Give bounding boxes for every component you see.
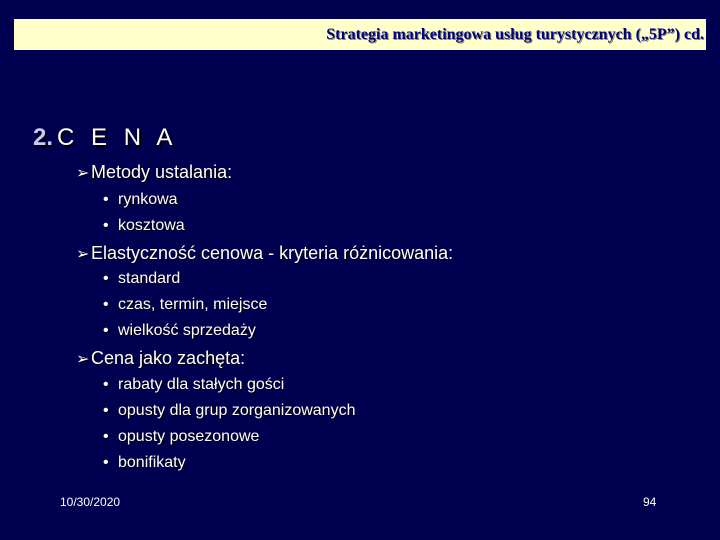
list-item-text: opusty dla grup zorganizowanych [118,402,356,419]
list-item-text: rabaty dla stałych gości [118,376,285,393]
group-elasticity [76,243,453,264]
arrow-bullet-icon: ➢ [76,165,90,182]
bullet-icon: • [103,428,109,445]
list-item-text: wielkość sprzedaży [118,322,256,339]
group-incentive [76,348,245,369]
bullet-icon: • [103,217,109,234]
arrow-bullet-icon: ➢ [76,246,90,263]
bullet-icon: • [103,191,109,208]
list-item-text: bonifikaty [118,454,186,471]
group-label: Cena jako zachęta: [91,348,246,368]
list-item-text: standard [118,270,181,287]
list-item [103,296,267,314]
list-item [103,402,355,420]
list-item-text: kosztowa [118,217,185,234]
arrow-bullet-icon: ➢ [76,351,90,368]
list-item [103,454,186,472]
list-item [103,217,185,235]
list-item-text: opusty posezonowe [118,428,260,445]
list-item [103,376,284,394]
list-item [103,191,178,209]
slide-title: Strategia marketingowa usług turystycznych („5P”) cd. [326,26,704,43]
bullet-icon: • [103,322,109,339]
list-item [103,428,259,446]
bullet-icon: • [103,402,109,419]
title-bar [14,19,706,50]
group-label: Metody ustalania: [91,162,233,182]
list-item-text: rynkowa [118,191,178,208]
bullet-icon: • [103,376,109,393]
list-item [103,270,180,288]
section-number: 2. [33,124,54,151]
section-heading [33,124,177,152]
group-methods [76,162,232,183]
page-number: 94 [643,495,657,509]
bullet-icon: • [103,296,109,313]
bullet-icon: • [103,454,109,471]
list-item [103,322,256,340]
list-item-text: czas, termin, miejsce [118,296,268,313]
bullet-icon: • [103,270,109,287]
footer-date: 10/30/2020 [60,495,121,509]
group-label: Elastyczność cenowa - kryteria różnicowania: [91,243,454,263]
section-title: C E N A [57,124,178,151]
